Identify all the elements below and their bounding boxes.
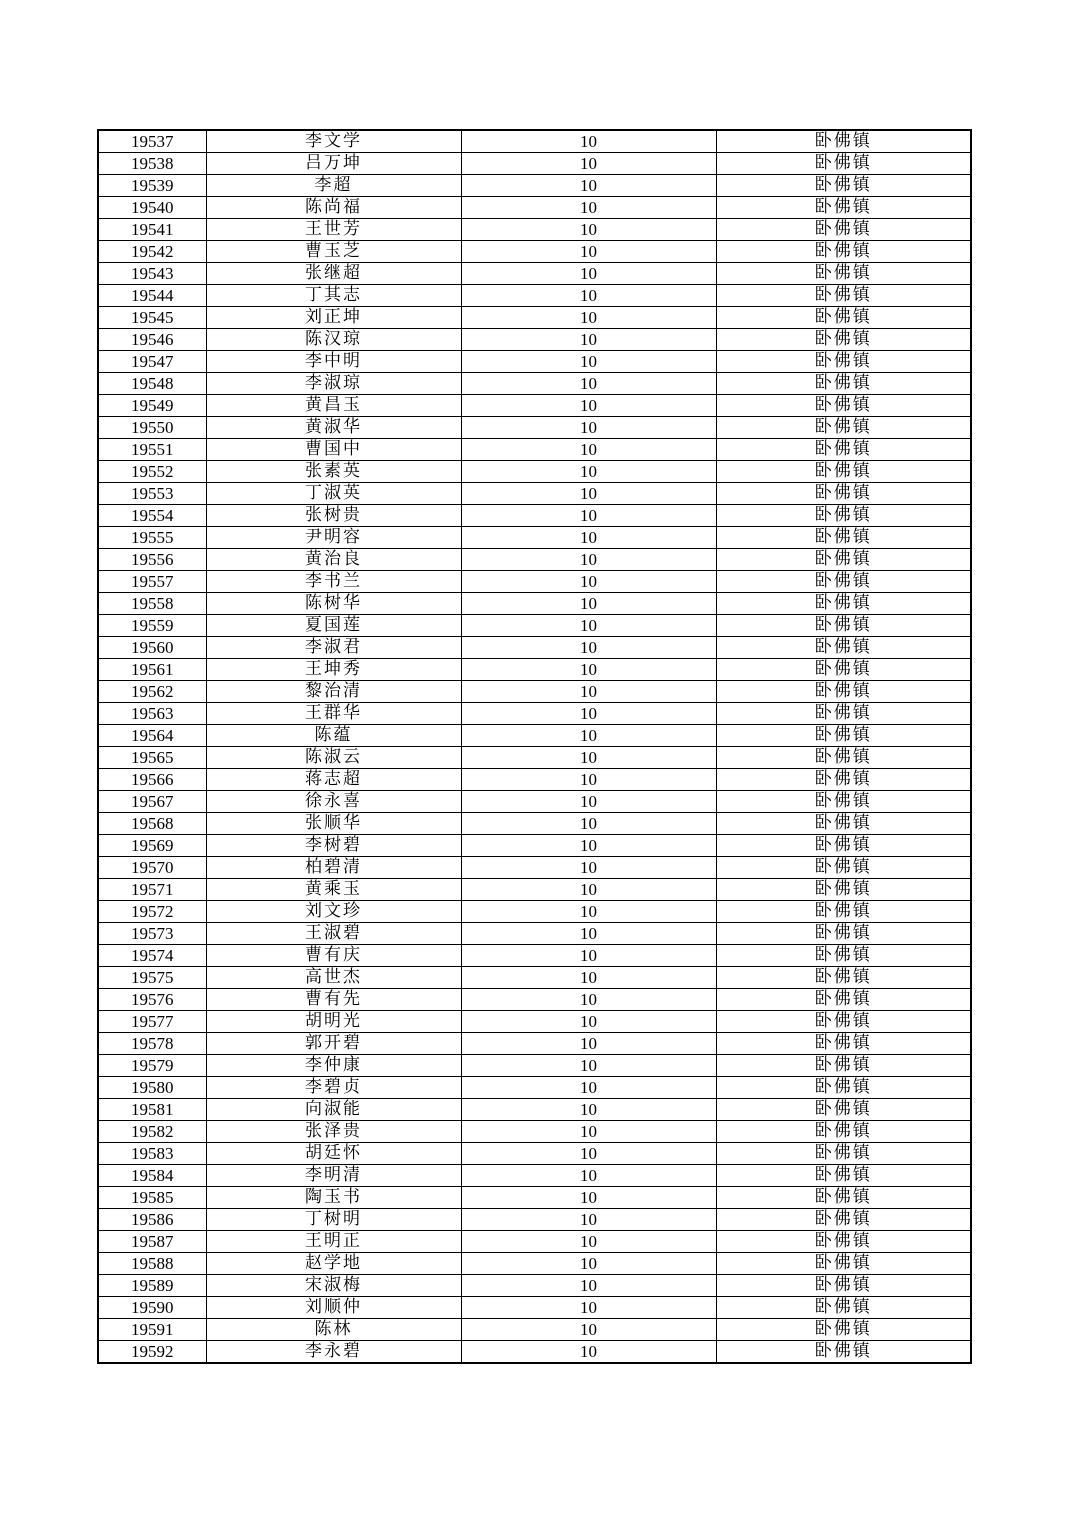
row-id-cell: 19579 — [98, 1055, 206, 1077]
row-id-cell: 19538 — [98, 153, 206, 175]
table-row — [98, 835, 971, 857]
table-row — [98, 615, 971, 637]
town-cell: 卧佛镇 — [716, 395, 971, 417]
name-cell: 李永碧 — [206, 1341, 461, 1364]
amount-cell: 10 — [461, 241, 716, 263]
amount-cell: 10 — [461, 1297, 716, 1319]
town-cell: 卧佛镇 — [716, 461, 971, 483]
row-id-cell: 19587 — [98, 1231, 206, 1253]
table-row — [98, 1275, 971, 1297]
name-cell: 张素英 — [206, 461, 461, 483]
table-row — [98, 1165, 971, 1187]
amount-cell: 10 — [461, 1319, 716, 1341]
town-cell: 卧佛镇 — [716, 219, 971, 241]
table-row — [98, 285, 971, 307]
amount-cell: 10 — [461, 175, 716, 197]
amount-cell: 10 — [461, 1253, 716, 1275]
table-row — [98, 945, 971, 967]
name-cell: 夏国莲 — [206, 615, 461, 637]
amount-cell: 10 — [461, 769, 716, 791]
name-cell: 刘正坤 — [206, 307, 461, 329]
town-cell: 卧佛镇 — [716, 1187, 971, 1209]
amount-cell: 10 — [461, 681, 716, 703]
name-cell: 李文学 — [206, 130, 461, 153]
name-cell: 曹玉芝 — [206, 241, 461, 263]
amount-cell: 10 — [461, 1231, 716, 1253]
amount-cell: 10 — [461, 1187, 716, 1209]
town-cell: 卧佛镇 — [716, 483, 971, 505]
town-cell: 卧佛镇 — [716, 725, 971, 747]
name-cell: 李仲康 — [206, 1055, 461, 1077]
town-cell: 卧佛镇 — [716, 1275, 971, 1297]
row-id-cell: 19571 — [98, 879, 206, 901]
table-body — [98, 130, 971, 1363]
amount-cell: 10 — [461, 1033, 716, 1055]
row-id-cell: 19567 — [98, 791, 206, 813]
amount-cell: 10 — [461, 637, 716, 659]
table-row — [98, 351, 971, 373]
town-cell: 卧佛镇 — [716, 857, 971, 879]
table-row — [98, 439, 971, 461]
town-cell: 卧佛镇 — [716, 307, 971, 329]
name-cell: 陈汉琼 — [206, 329, 461, 351]
amount-cell: 10 — [461, 1143, 716, 1165]
town-cell: 卧佛镇 — [716, 615, 971, 637]
table-row — [98, 1319, 971, 1341]
town-cell: 卧佛镇 — [716, 130, 971, 153]
name-cell: 张泽贵 — [206, 1121, 461, 1143]
name-cell: 陈尚福 — [206, 197, 461, 219]
name-cell: 丁树明 — [206, 1209, 461, 1231]
town-cell: 卧佛镇 — [716, 1033, 971, 1055]
amount-cell: 10 — [461, 967, 716, 989]
town-cell: 卧佛镇 — [716, 549, 971, 571]
row-id-cell: 19592 — [98, 1341, 206, 1364]
row-id-cell: 19555 — [98, 527, 206, 549]
town-cell: 卧佛镇 — [716, 439, 971, 461]
amount-cell: 10 — [461, 130, 716, 153]
table-row — [98, 879, 971, 901]
amount-cell: 10 — [461, 351, 716, 373]
town-cell: 卧佛镇 — [716, 263, 971, 285]
row-id-cell: 19546 — [98, 329, 206, 351]
name-cell: 李书兰 — [206, 571, 461, 593]
town-cell: 卧佛镇 — [716, 1319, 971, 1341]
amount-cell: 10 — [461, 1011, 716, 1033]
amount-cell: 10 — [461, 549, 716, 571]
name-cell: 赵学地 — [206, 1253, 461, 1275]
table-row — [98, 593, 971, 615]
amount-cell: 10 — [461, 1275, 716, 1297]
name-cell: 丁淑英 — [206, 483, 461, 505]
amount-cell: 10 — [461, 1077, 716, 1099]
row-id-cell: 19590 — [98, 1297, 206, 1319]
row-id-cell: 19558 — [98, 593, 206, 615]
town-cell: 卧佛镇 — [716, 351, 971, 373]
row-id-cell: 19561 — [98, 659, 206, 681]
row-id-cell: 19557 — [98, 571, 206, 593]
name-cell: 向淑能 — [206, 1099, 461, 1121]
table-row — [98, 1253, 971, 1275]
table-row — [98, 725, 971, 747]
town-cell: 卧佛镇 — [716, 769, 971, 791]
town-cell: 卧佛镇 — [716, 1121, 971, 1143]
town-cell: 卧佛镇 — [716, 1055, 971, 1077]
town-cell: 卧佛镇 — [716, 901, 971, 923]
row-id-cell: 19547 — [98, 351, 206, 373]
town-cell: 卧佛镇 — [716, 1297, 971, 1319]
row-id-cell: 19545 — [98, 307, 206, 329]
row-id-cell: 19583 — [98, 1143, 206, 1165]
amount-cell: 10 — [461, 659, 716, 681]
row-id-cell: 19580 — [98, 1077, 206, 1099]
amount-cell: 10 — [461, 725, 716, 747]
town-cell: 卧佛镇 — [716, 1253, 971, 1275]
amount-cell: 10 — [461, 439, 716, 461]
table-row — [98, 130, 971, 153]
name-cell: 李超 — [206, 175, 461, 197]
row-id-cell: 19564 — [98, 725, 206, 747]
town-cell: 卧佛镇 — [716, 1099, 971, 1121]
row-id-cell: 19551 — [98, 439, 206, 461]
row-id-cell: 19541 — [98, 219, 206, 241]
data-table — [97, 129, 972, 1364]
town-cell: 卧佛镇 — [716, 989, 971, 1011]
name-cell: 蒋志超 — [206, 769, 461, 791]
town-cell: 卧佛镇 — [716, 373, 971, 395]
table-row — [98, 1033, 971, 1055]
amount-cell: 10 — [461, 615, 716, 637]
name-cell: 张树贵 — [206, 505, 461, 527]
town-cell: 卧佛镇 — [716, 329, 971, 351]
table-row — [98, 483, 971, 505]
town-cell: 卧佛镇 — [716, 505, 971, 527]
town-cell: 卧佛镇 — [716, 879, 971, 901]
row-id-cell: 19573 — [98, 923, 206, 945]
amount-cell: 10 — [461, 527, 716, 549]
table-row — [98, 549, 971, 571]
amount-cell: 10 — [461, 989, 716, 1011]
row-id-cell: 19570 — [98, 857, 206, 879]
table-row — [98, 747, 971, 769]
table-row — [98, 329, 971, 351]
row-id-cell: 19588 — [98, 1253, 206, 1275]
name-cell: 陈淑云 — [206, 747, 461, 769]
row-id-cell: 19585 — [98, 1187, 206, 1209]
row-id-cell: 19543 — [98, 263, 206, 285]
name-cell: 郭开碧 — [206, 1033, 461, 1055]
table-row — [98, 461, 971, 483]
row-id-cell: 19537 — [98, 130, 206, 153]
amount-cell: 10 — [461, 835, 716, 857]
name-cell: 王淑碧 — [206, 923, 461, 945]
table-row — [98, 527, 971, 549]
row-id-cell: 19542 — [98, 241, 206, 263]
amount-cell: 10 — [461, 197, 716, 219]
name-cell: 王明正 — [206, 1231, 461, 1253]
row-id-cell: 19577 — [98, 1011, 206, 1033]
name-cell: 陈林 — [206, 1319, 461, 1341]
name-cell: 丁其志 — [206, 285, 461, 307]
amount-cell: 10 — [461, 1055, 716, 1077]
town-cell: 卧佛镇 — [716, 175, 971, 197]
table-row — [98, 901, 971, 923]
row-id-cell: 19575 — [98, 967, 206, 989]
name-cell: 黄淑华 — [206, 417, 461, 439]
town-cell: 卧佛镇 — [716, 285, 971, 307]
name-cell: 张继超 — [206, 263, 461, 285]
amount-cell: 10 — [461, 901, 716, 923]
table-row — [98, 1077, 971, 1099]
table-row — [98, 263, 971, 285]
town-cell: 卧佛镇 — [716, 703, 971, 725]
row-id-cell: 19569 — [98, 835, 206, 857]
table-row — [98, 1187, 971, 1209]
table-row — [98, 1143, 971, 1165]
row-id-cell: 19549 — [98, 395, 206, 417]
name-cell: 王坤秀 — [206, 659, 461, 681]
amount-cell: 10 — [461, 417, 716, 439]
town-cell: 卧佛镇 — [716, 967, 971, 989]
amount-cell: 10 — [461, 505, 716, 527]
table-row — [98, 791, 971, 813]
name-cell: 刘顺仲 — [206, 1297, 461, 1319]
town-cell: 卧佛镇 — [716, 241, 971, 263]
town-cell: 卧佛镇 — [716, 197, 971, 219]
town-cell: 卧佛镇 — [716, 153, 971, 175]
table-row — [98, 923, 971, 945]
name-cell: 黄治良 — [206, 549, 461, 571]
table-row — [98, 1297, 971, 1319]
table-row — [98, 1341, 971, 1364]
amount-cell: 10 — [461, 813, 716, 835]
row-id-cell: 19574 — [98, 945, 206, 967]
amount-cell: 10 — [461, 483, 716, 505]
amount-cell: 10 — [461, 263, 716, 285]
row-id-cell: 19560 — [98, 637, 206, 659]
amount-cell: 10 — [461, 945, 716, 967]
row-id-cell: 19576 — [98, 989, 206, 1011]
row-id-cell: 19582 — [98, 1121, 206, 1143]
row-id-cell: 19559 — [98, 615, 206, 637]
table-row — [98, 857, 971, 879]
town-cell: 卧佛镇 — [716, 1231, 971, 1253]
amount-cell: 10 — [461, 285, 716, 307]
table-row — [98, 1209, 971, 1231]
amount-cell: 10 — [461, 219, 716, 241]
town-cell: 卧佛镇 — [716, 1341, 971, 1364]
name-cell: 曹有先 — [206, 989, 461, 1011]
amount-cell: 10 — [461, 791, 716, 813]
table-row — [98, 1121, 971, 1143]
amount-cell: 10 — [461, 307, 716, 329]
name-cell: 黎治清 — [206, 681, 461, 703]
table-row — [98, 395, 971, 417]
town-cell: 卧佛镇 — [716, 593, 971, 615]
name-cell: 王世芳 — [206, 219, 461, 241]
amount-cell: 10 — [461, 1209, 716, 1231]
table-row — [98, 571, 971, 593]
amount-cell: 10 — [461, 1341, 716, 1364]
name-cell: 刘文珍 — [206, 901, 461, 923]
table-row — [98, 681, 971, 703]
table-row — [98, 1011, 971, 1033]
town-cell: 卧佛镇 — [716, 1165, 971, 1187]
table-row — [98, 813, 971, 835]
row-id-cell: 19553 — [98, 483, 206, 505]
town-cell: 卧佛镇 — [716, 681, 971, 703]
name-cell: 高世杰 — [206, 967, 461, 989]
town-cell: 卧佛镇 — [716, 1143, 971, 1165]
town-cell: 卧佛镇 — [716, 1077, 971, 1099]
name-cell: 曹有庆 — [206, 945, 461, 967]
table-row — [98, 417, 971, 439]
name-cell: 王群华 — [206, 703, 461, 725]
amount-cell: 10 — [461, 461, 716, 483]
row-id-cell: 19591 — [98, 1319, 206, 1341]
row-id-cell: 19589 — [98, 1275, 206, 1297]
table-row — [98, 505, 971, 527]
row-id-cell: 19540 — [98, 197, 206, 219]
amount-cell: 10 — [461, 329, 716, 351]
row-id-cell: 19539 — [98, 175, 206, 197]
name-cell: 李淑琼 — [206, 373, 461, 395]
row-id-cell: 19552 — [98, 461, 206, 483]
table-row — [98, 1099, 971, 1121]
name-cell: 李中明 — [206, 351, 461, 373]
name-cell: 胡廷怀 — [206, 1143, 461, 1165]
amount-cell: 10 — [461, 153, 716, 175]
name-cell: 徐永喜 — [206, 791, 461, 813]
row-id-cell: 19586 — [98, 1209, 206, 1231]
amount-cell: 10 — [461, 857, 716, 879]
table-row — [98, 659, 971, 681]
row-id-cell: 19550 — [98, 417, 206, 439]
table-row — [98, 241, 971, 263]
row-id-cell: 19556 — [98, 549, 206, 571]
row-id-cell: 19566 — [98, 769, 206, 791]
table-row — [98, 967, 971, 989]
name-cell: 吕万坤 — [206, 153, 461, 175]
row-id-cell: 19584 — [98, 1165, 206, 1187]
table-row — [98, 373, 971, 395]
town-cell: 卧佛镇 — [716, 1011, 971, 1033]
amount-cell: 10 — [461, 1121, 716, 1143]
town-cell: 卧佛镇 — [716, 945, 971, 967]
amount-cell: 10 — [461, 571, 716, 593]
name-cell: 宋淑梅 — [206, 1275, 461, 1297]
town-cell: 卧佛镇 — [716, 659, 971, 681]
name-cell: 曹国中 — [206, 439, 461, 461]
amount-cell: 10 — [461, 747, 716, 769]
table-row — [98, 1231, 971, 1253]
table-row — [98, 219, 971, 241]
table-row — [98, 989, 971, 1011]
town-cell: 卧佛镇 — [716, 637, 971, 659]
town-cell: 卧佛镇 — [716, 813, 971, 835]
amount-cell: 10 — [461, 923, 716, 945]
name-cell: 黄昌玉 — [206, 395, 461, 417]
row-id-cell: 19554 — [98, 505, 206, 527]
name-cell: 柏碧清 — [206, 857, 461, 879]
name-cell: 黄乘玉 — [206, 879, 461, 901]
amount-cell: 10 — [461, 1165, 716, 1187]
name-cell: 陈树华 — [206, 593, 461, 615]
name-cell: 胡明光 — [206, 1011, 461, 1033]
name-cell: 陶玉书 — [206, 1187, 461, 1209]
town-cell: 卧佛镇 — [716, 1209, 971, 1231]
row-id-cell: 19578 — [98, 1033, 206, 1055]
town-cell: 卧佛镇 — [716, 791, 971, 813]
name-cell: 尹明容 — [206, 527, 461, 549]
table-row — [98, 1055, 971, 1077]
row-id-cell: 19544 — [98, 285, 206, 307]
name-cell: 李碧贞 — [206, 1077, 461, 1099]
name-cell: 李明清 — [206, 1165, 461, 1187]
table-row — [98, 197, 971, 219]
row-id-cell: 19565 — [98, 747, 206, 769]
table-row — [98, 175, 971, 197]
row-id-cell: 19568 — [98, 813, 206, 835]
amount-cell: 10 — [461, 1099, 716, 1121]
town-cell: 卧佛镇 — [716, 417, 971, 439]
town-cell: 卧佛镇 — [716, 835, 971, 857]
name-cell: 李树碧 — [206, 835, 461, 857]
amount-cell: 10 — [461, 373, 716, 395]
row-id-cell: 19572 — [98, 901, 206, 923]
amount-cell: 10 — [461, 703, 716, 725]
row-id-cell: 19562 — [98, 681, 206, 703]
name-cell: 李淑君 — [206, 637, 461, 659]
town-cell: 卧佛镇 — [716, 571, 971, 593]
town-cell: 卧佛镇 — [716, 527, 971, 549]
row-id-cell: 19581 — [98, 1099, 206, 1121]
amount-cell: 10 — [461, 879, 716, 901]
town-cell: 卧佛镇 — [716, 923, 971, 945]
table-row — [98, 153, 971, 175]
town-cell: 卧佛镇 — [716, 747, 971, 769]
table-row — [98, 769, 971, 791]
name-cell: 陈蕴 — [206, 725, 461, 747]
name-cell: 张顺华 — [206, 813, 461, 835]
amount-cell: 10 — [461, 593, 716, 615]
amount-cell: 10 — [461, 395, 716, 417]
table-row — [98, 703, 971, 725]
table-row — [98, 637, 971, 659]
row-id-cell: 19563 — [98, 703, 206, 725]
table-row — [98, 307, 971, 329]
row-id-cell: 19548 — [98, 373, 206, 395]
